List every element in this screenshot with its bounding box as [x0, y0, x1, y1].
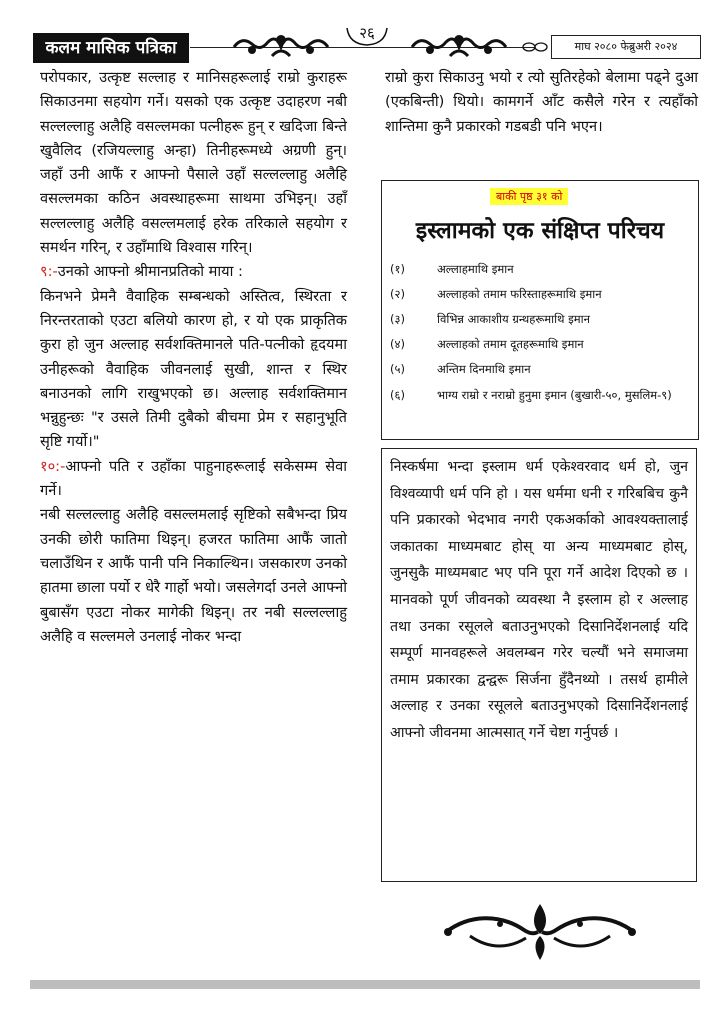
left-column [40, 66, 347, 649]
section-9-heading [40, 260, 347, 284]
list-item [390, 307, 688, 332]
left-header-ornament-icon [232, 32, 330, 62]
list-item-text: विभिन्न आकाशीय ग्रन्थहरूमाथि इमान [437, 312, 591, 326]
islam-intro-box [381, 180, 699, 440]
footer-bar [30, 980, 700, 989]
section-10-heading [40, 455, 347, 504]
conclusion-box [381, 448, 697, 882]
list-item-number: (३) [390, 312, 405, 326]
footer-ornament-icon [440, 900, 640, 964]
faith-pillars-list [390, 257, 688, 406]
conclusion-paragraph: निस्कर्षमा भन्दा इस्लाम धर्म एकेश्वरवाद धर्म हो, जुन विश्वव्यापी धर्म पनि हो । यस धर्ममा धनी र गरिबबिच कुनै पनि प्रकारको भेदभाव नगरी एकअर्काको आवश्यक्तालाई जकातका माध्यमबाट होस् या अन्य माध्यमबाट होस्, जुनसुकै माध्यमबाट भए पनि पूरा गर्ने आदेश दिएको छ । मानवको पूर्ण जीवनको व्यवस्था नै इस्लाम हो र अल्लाह तथा उनका रसूलले बताउनुभएको दिसानिर्देशनलाई यदि सम्पूर्ण मानवहरूले अवलम्बन गरेर चल्यौं भने समाजमा तमाम प्रकारका द्वन्द्वरू सिर्जना हुँदैनथ्यो । तसर्थ हामीले अल्लाह र उनका रसूलले बताउनुभएको दिसानिर्देशनलाई आफ्नो जीवनमा आत्मसात् गर्ने चेष्टा गर्नुपर्छ । [390, 459, 688, 741]
list-item [390, 332, 688, 357]
list-item-number: (२) [390, 287, 405, 301]
list-item-number: (४) [390, 337, 405, 351]
magazine-title: कलम मासिक पत्रिका [33, 33, 189, 63]
list-item-text: भाग्य राम्रो र नराम्रो हुनुमा इमान (बुखारी-५०, मुसलिम-९) [437, 388, 672, 402]
intro-paragraph: परोपकार, उत्कृष्ट सल्लाह र मानिसहरूलाई राम्रो कुराहरू सिकाउनमा सहयोग गर्ने। यसको एक उत्कृष्ट उदाहरण नबी सल्लल्लाहु अलैहि वसल्लमका पत्नीहरू हुन् र खदिजा बिन्ते खुवैलिद (रजियल्लाहु अन्हा) तिनीहरूमध्ये अग्रणी हुन्। जहाँ उनी आफैं र आफ्नो पैसाले उहाँ सल्लल्लाहु अलैहि वसल्लमका कठिन अवस्थाहरूमा साथमा उभिइन्। उहाँ सल्लल्लाहु अलैहि वसल्लमलाई हरेक तरिकाले सहयोग र समर्थन गरिन्, र उहाँमाथि विश्वास गरिन्। [40, 69, 347, 257]
section-10-body: नबी सल्लल्लाहु अलैहि वसल्लमलाई सृष्टिको सबैभन्दा प्रिय उनकी छोरी फातिमा थिइन्। हजरत फातिमा आफैं जातो चलाउँथिन र आफैं पानी पनि निकाल्थिन। जसकारण उनको हातमा छाला पर्यो र धेरै गार्हो भयो। जसलेगर्दा उनले आफ्नो बुबासँग एउटा नोकर मागेकी थिइन्। तर नबी सल्लल्लाहु अलैहि व सल्लमले उनलाई नोकर भन्दा [40, 506, 347, 645]
list-item-text: अन्तिम दिनमाथि इमान [437, 362, 531, 376]
page-number: २६ [359, 24, 375, 42]
list-item-text: अल्लाहको तमाम फरिस्ताहरूमाथि इमान [437, 287, 602, 301]
list-item [390, 384, 688, 406]
continuation-paragraph: राम्रो कुरा सिकाउनु भयो र त्यो सुतिरहेको बेलामा पढ्ने दुआ (एकबिन्ती) थियो। कामगर्ने आँट कसैले गरेन र त्यहाँको शान्तिमा कुनै प्रकारको गडबडी पनि भएन। [385, 69, 698, 135]
see-page-badge: बाकी पृष्ठ ३१ को [490, 188, 568, 205]
section-10-title: आफ्नो पति र उहाँका पाहुनाहरूलाई सकेसम्म सेवा गर्ने। [40, 457, 347, 500]
section-9-number: ९:- [40, 263, 58, 281]
right-column-continuation [385, 66, 698, 139]
list-item-number: (६) [390, 388, 405, 402]
list-item-number: (५) [390, 362, 405, 376]
page-number-bracket-icon [344, 26, 390, 48]
list-item [390, 257, 688, 282]
list-item-text: अल्लाहको तमाम दूतहरूमाथि इमान [437, 337, 584, 351]
right-header-ornament-icon [410, 32, 508, 62]
box-title: इस्लामको एक संक्षिप्त परिचय [415, 218, 665, 244]
list-item-number: (१) [390, 262, 405, 276]
list-item [390, 282, 688, 307]
date-chain-icon [521, 40, 551, 54]
list-item-text: अल्लाहमाथि इमान [437, 262, 514, 276]
section-10-number: १०:- [40, 457, 66, 475]
section-9-title: उनको आफ्नो श्रीमानप्रतिको माया : [57, 263, 243, 281]
list-item [390, 357, 688, 382]
section-9-body: किनभने प्रेमनै वैवाहिक सम्बन्धको अस्तित्व, स्थिरता र निरन्तरताको एउटा बलियो कारण हो, र यो एक प्राकृतिक कुरा हो जुन अल्लाह सर्वशक्तिमानले पति-पत्नीको हृदयमा उनीहरूको वैवाहिक जीवनलाई सुखी, शान्त र स्थिर बनाउनको लागि राखुभएको छ। अल्लाह सर्वशक्तिमान भन्नुहुन्छः "र उसले तिमी दुबैको बीचमा प्रेम र सहानुभूति सृष्टि गर्यो।" [40, 287, 347, 451]
issue-date: माघ २०८० फेब्रुअरी २०२४ [551, 35, 701, 59]
